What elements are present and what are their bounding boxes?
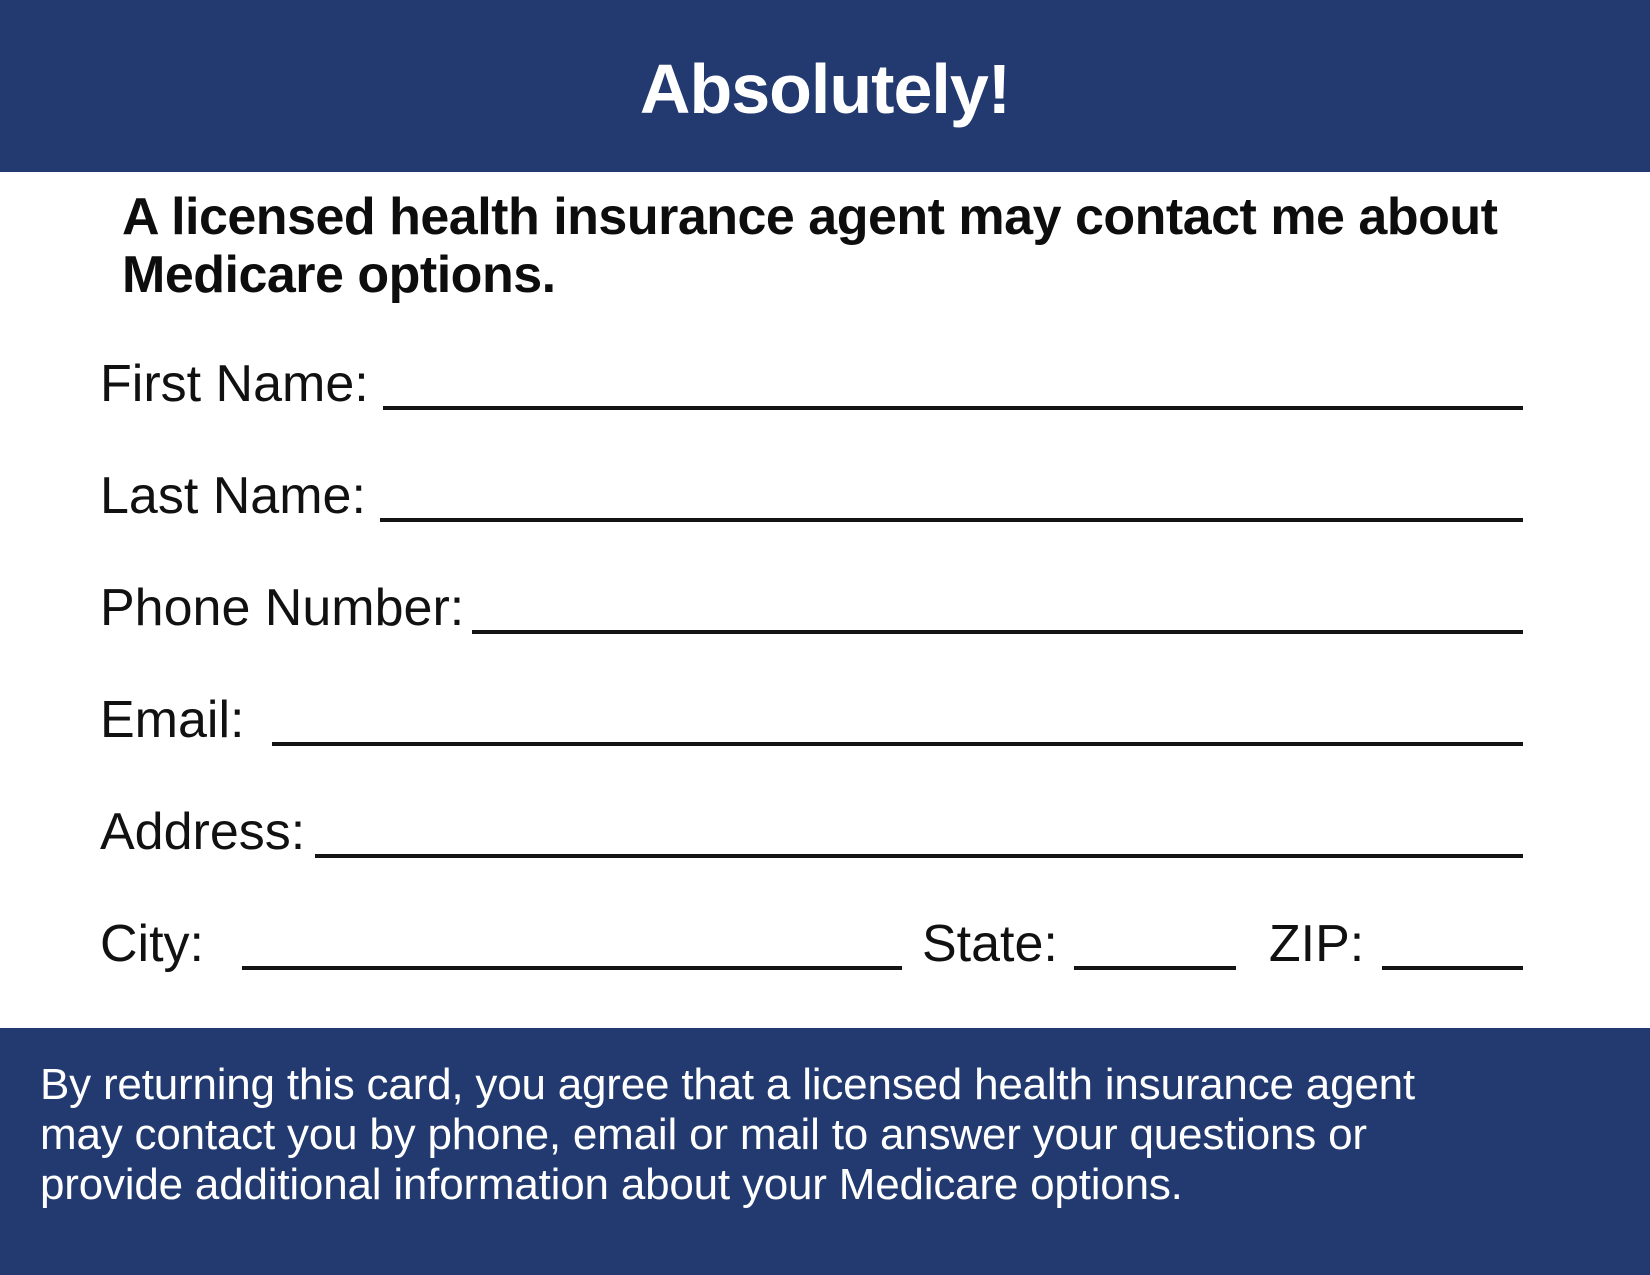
contact-form: [0, 304, 1650, 973]
last-name-row: [0, 410, 1650, 525]
city-input-line[interactable]: [242, 966, 902, 970]
zip-input-line[interactable]: [1382, 966, 1523, 970]
state-input-line[interactable]: [1074, 966, 1236, 970]
first-name-label: First Name:: [100, 355, 369, 413]
email-input-line[interactable]: [272, 742, 1523, 746]
city-label: City:: [100, 915, 204, 973]
disclaimer-line2: may contact you by phone, email or mail to answer your questions or: [40, 1110, 1367, 1159]
address-label: Address:: [100, 803, 306, 861]
first-name-row: [0, 304, 1650, 413]
last-name-input-line[interactable]: [380, 518, 1523, 522]
top-banner: [0, 0, 1650, 172]
email-label: Email:: [100, 691, 245, 749]
disclaimer-line3: provide additional information about your Medicare options.: [40, 1160, 1183, 1209]
disclaimer-line1: By returning this card, you agree that a licensed health insurance agent: [40, 1060, 1415, 1109]
consent-heading-line2: Medicare options.: [122, 246, 556, 304]
address-row: [0, 746, 1650, 861]
address-input-line[interactable]: [315, 854, 1523, 858]
consent-heading-line1: A licensed health insurance agent may contact me about: [122, 188, 1498, 246]
state-label: State:: [922, 915, 1058, 973]
city-state-zip-row: [0, 858, 1650, 973]
phone-number-label: Phone Number:: [100, 579, 465, 637]
first-name-input-line[interactable]: [383, 406, 1523, 410]
bottom-banner: [0, 1028, 1650, 1275]
last-name-label: Last Name:: [100, 467, 366, 525]
zip-label: ZIP:: [1268, 915, 1365, 973]
phone-number-input-line[interactable]: [472, 630, 1523, 634]
consent-heading: [122, 188, 1540, 304]
email-row: [0, 634, 1650, 749]
phone-number-row: [0, 522, 1650, 637]
page-title: Absolutely!: [639, 50, 1011, 128]
